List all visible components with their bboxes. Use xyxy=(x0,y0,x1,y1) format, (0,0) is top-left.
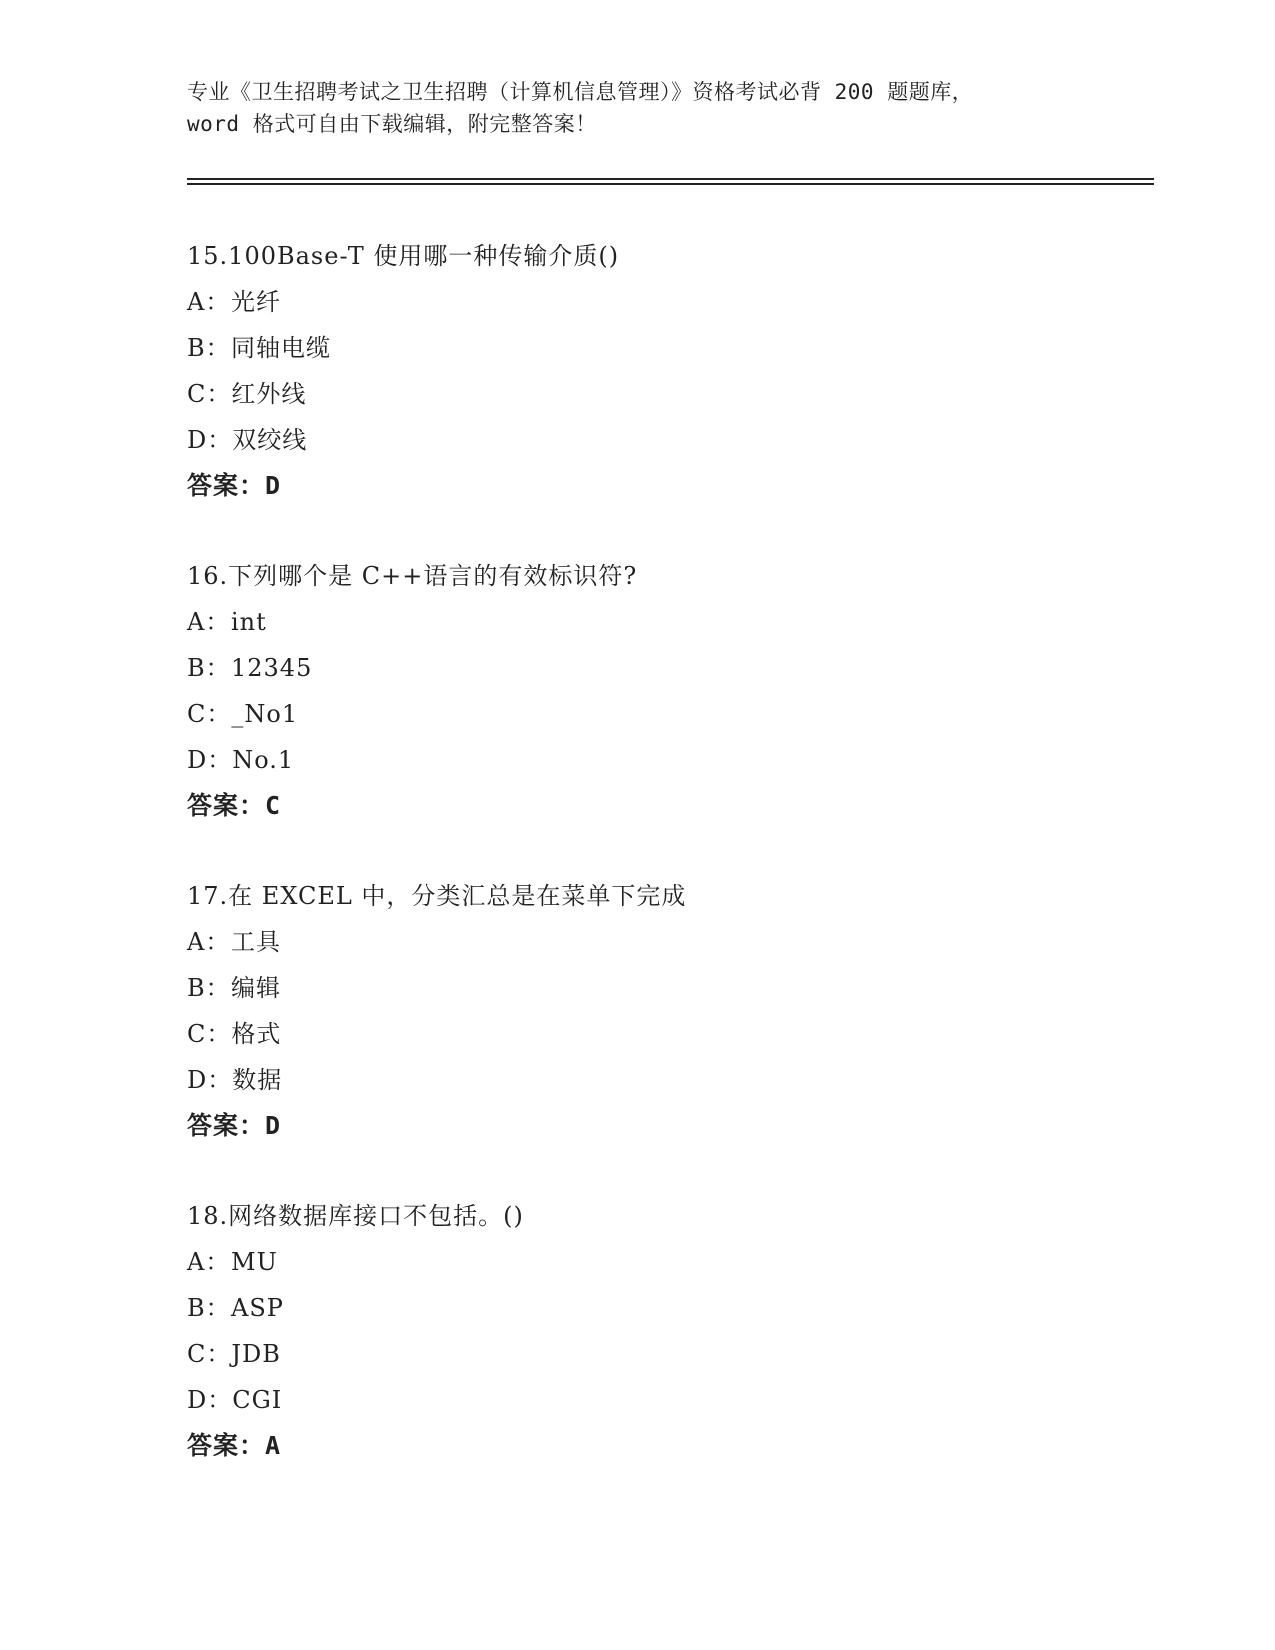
option-text: MU xyxy=(231,1248,278,1276)
option-text: 数据 xyxy=(232,1066,283,1094)
option-b xyxy=(187,645,1147,691)
option-d xyxy=(187,1377,1147,1423)
option-text: 格式 xyxy=(231,1020,282,1048)
answer-line: 答案：D xyxy=(187,1111,282,1140)
question-block xyxy=(187,233,1147,509)
option-d xyxy=(187,417,1147,463)
option-letter: A： xyxy=(187,288,231,316)
answer-line: 答案：D xyxy=(187,471,282,500)
option-text: int xyxy=(231,608,267,636)
option-letter: D： xyxy=(187,426,233,454)
question-block xyxy=(187,873,1147,1149)
header-line-1: 专业《卫生招聘考试之卫生招聘（计算机信息管理）》资格考试必背 200 题题库， xyxy=(187,80,974,104)
option-text: CGI xyxy=(232,1386,283,1414)
option-a xyxy=(187,919,1147,965)
option-letter: D： xyxy=(187,1386,233,1414)
option-c xyxy=(187,691,1147,737)
option-text: 工具 xyxy=(231,928,281,956)
option-letter: B： xyxy=(187,1294,231,1322)
option-a xyxy=(187,1239,1147,1285)
answer-line: 答案：A xyxy=(187,1431,282,1460)
question-title: 15.100Base-T 使用哪一种传输介质() xyxy=(187,242,620,270)
answer-line: 答案：C xyxy=(187,791,282,820)
option-text: _No1 xyxy=(231,700,299,728)
option-letter: B： xyxy=(187,974,231,1002)
option-b xyxy=(187,1285,1147,1331)
option-c xyxy=(187,1331,1147,1377)
option-text: 同轴电缆 xyxy=(231,334,331,362)
option-text: ASP xyxy=(231,1294,284,1322)
question-title: 17.在 EXCEL 中，分类汇总是在菜单下完成 xyxy=(187,882,687,910)
option-c xyxy=(187,371,1147,417)
question-title: 18.网络数据库接口不包括。() xyxy=(187,1202,524,1230)
option-text: JDB xyxy=(231,1340,281,1368)
option-text: 光纤 xyxy=(231,288,281,316)
option-letter: C： xyxy=(187,1020,232,1048)
option-b xyxy=(187,325,1147,371)
header-divider-top xyxy=(187,178,1154,180)
option-text: No.1 xyxy=(232,746,295,774)
option-letter: C： xyxy=(187,380,232,408)
option-letter: A： xyxy=(187,928,231,956)
header-divider-bottom xyxy=(187,183,1154,185)
option-text: 12345 xyxy=(231,654,313,682)
option-text: 编辑 xyxy=(231,974,281,1002)
option-a xyxy=(187,279,1147,325)
option-letter: B： xyxy=(187,654,231,682)
option-b xyxy=(187,965,1147,1011)
question-block xyxy=(187,1193,1147,1469)
option-letter: C： xyxy=(187,1340,232,1368)
question-block xyxy=(187,553,1147,829)
option-a xyxy=(187,599,1147,645)
option-letter: D： xyxy=(187,1066,233,1094)
option-letter: A： xyxy=(187,608,231,636)
option-text: 红外线 xyxy=(231,380,307,408)
header-line-2: word 格式可自由下载编辑，附完整答案！ xyxy=(187,112,597,136)
option-letter: B： xyxy=(187,334,231,362)
option-d xyxy=(187,737,1147,783)
option-text: 双绞线 xyxy=(232,426,308,454)
option-letter: C： xyxy=(187,700,232,728)
question-title: 16.下列哪个是 C++语言的有效标识符? xyxy=(187,562,638,590)
option-c xyxy=(187,1011,1147,1057)
option-letter: D： xyxy=(187,746,233,774)
document-header xyxy=(187,76,1087,140)
option-letter: A： xyxy=(187,1248,231,1276)
option-d xyxy=(187,1057,1147,1103)
